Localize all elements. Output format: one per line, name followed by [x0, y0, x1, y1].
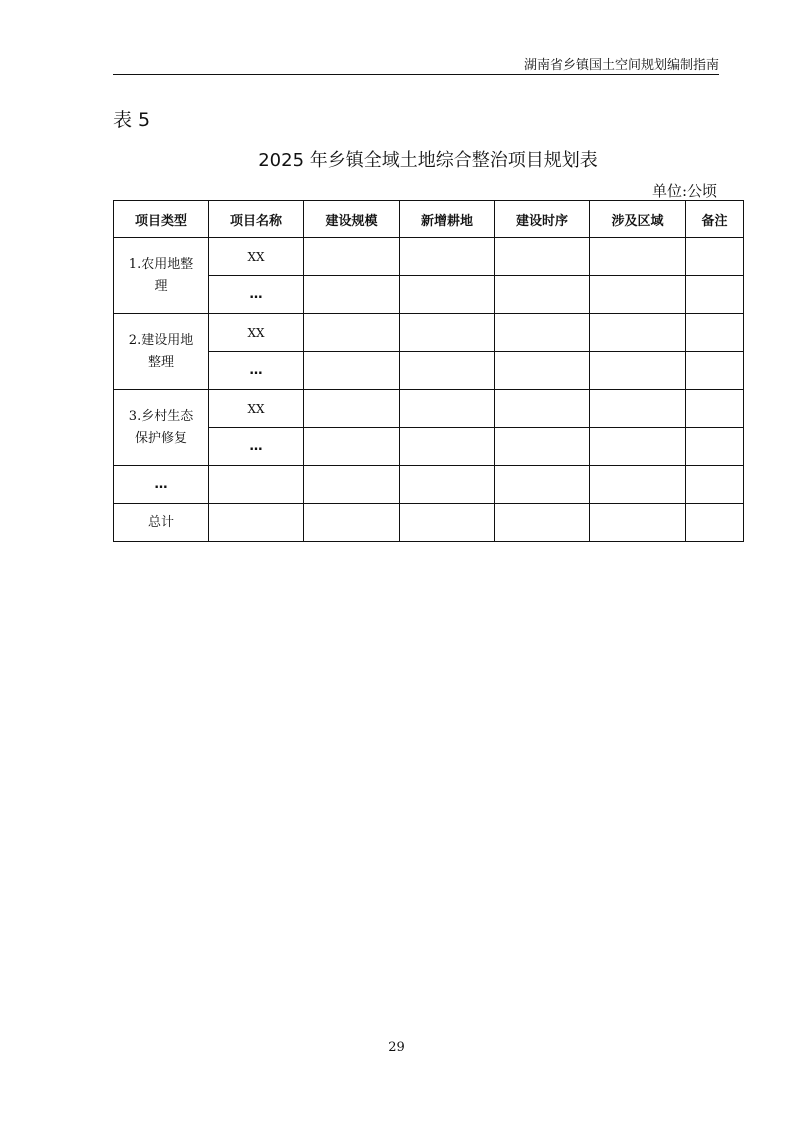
- category-cell: [114, 390, 209, 466]
- empty-cell: [495, 276, 590, 314]
- empty-cell: [495, 238, 590, 276]
- empty-cell: [590, 504, 686, 542]
- empty-cell: [590, 352, 686, 390]
- empty-cell: [686, 276, 744, 314]
- empty-cell: [686, 314, 744, 352]
- empty-cell: [400, 276, 495, 314]
- empty-cell: [590, 238, 686, 276]
- empty-cell: [304, 504, 400, 542]
- empty-cell: [495, 390, 590, 428]
- table-title: 2025 年乡镇全域土地综合整治项目规划表: [258, 150, 598, 171]
- project-name-cell: XX: [209, 314, 304, 352]
- empty-cell: [400, 314, 495, 352]
- running-title: 湖南省乡镇国土空间规划编制指南: [523, 58, 719, 73]
- category-cell: [114, 238, 209, 314]
- column-header: 建设时序: [495, 201, 590, 238]
- project-plan-table: [113, 200, 744, 542]
- empty-cell: [495, 466, 590, 504]
- ellipsis-cell: …: [114, 466, 209, 504]
- unit-label: 单位:公顷: [651, 182, 717, 200]
- column-header: 项目类型: [114, 201, 209, 238]
- empty-cell: [590, 314, 686, 352]
- table-row: [114, 428, 744, 466]
- empty-cell: [400, 238, 495, 276]
- empty-cell: [304, 276, 400, 314]
- category-label-line2: 保护修复: [134, 430, 187, 446]
- empty-cell: [209, 504, 304, 542]
- empty-cell: [304, 314, 400, 352]
- empty-cell: [686, 466, 744, 504]
- empty-cell: [495, 314, 590, 352]
- empty-cell: [590, 276, 686, 314]
- table-row: [114, 466, 744, 504]
- total-row: [114, 504, 744, 542]
- column-header: 项目名称: [209, 201, 304, 238]
- project-name-cell: …: [209, 428, 304, 466]
- project-name-cell: …: [209, 352, 304, 390]
- empty-cell: [400, 504, 495, 542]
- empty-cell: [400, 390, 495, 428]
- table-header-row: [114, 201, 744, 238]
- empty-cell: [686, 428, 744, 466]
- empty-cell: [686, 238, 744, 276]
- page-header: [113, 52, 719, 75]
- empty-cell: [686, 390, 744, 428]
- empty-cell: [495, 428, 590, 466]
- empty-cell: [400, 352, 495, 390]
- category-label-line1: 3.乡村生态: [128, 408, 194, 424]
- empty-cell: [304, 428, 400, 466]
- table-row: [114, 352, 744, 390]
- column-header: 涉及区域: [590, 201, 686, 238]
- table-row: [114, 314, 744, 352]
- project-name-cell: …: [209, 276, 304, 314]
- empty-cell: [304, 466, 400, 504]
- empty-cell: [686, 352, 744, 390]
- empty-cell: [686, 504, 744, 542]
- category-label-line1: 1.农用地整: [128, 256, 194, 272]
- empty-cell: [590, 466, 686, 504]
- category-label-line1: 2.建设用地: [128, 332, 194, 348]
- column-header: 建设规模: [304, 201, 400, 238]
- column-header: 新增耕地: [400, 201, 495, 238]
- table-row: [114, 238, 744, 276]
- table-row: [114, 390, 744, 428]
- table-row: [114, 276, 744, 314]
- project-name-cell: XX: [209, 238, 304, 276]
- empty-cell: [304, 390, 400, 428]
- empty-cell: [590, 390, 686, 428]
- page-number: 29: [388, 1040, 405, 1055]
- empty-cell: [304, 238, 400, 276]
- column-header: 备注: [686, 201, 744, 238]
- project-name-cell: XX: [209, 390, 304, 428]
- category-label-line2: 整理: [147, 354, 174, 370]
- empty-cell: [495, 504, 590, 542]
- empty-cell: [590, 428, 686, 466]
- empty-cell: [304, 352, 400, 390]
- category-cell: [114, 314, 209, 390]
- empty-cell: [495, 352, 590, 390]
- table-label: 表 5: [113, 109, 151, 131]
- empty-cell: [400, 466, 495, 504]
- category-label-line2: 理: [154, 278, 168, 294]
- empty-cell: [400, 428, 495, 466]
- empty-cell: [209, 466, 304, 504]
- total-label-cell: 总计: [114, 504, 209, 542]
